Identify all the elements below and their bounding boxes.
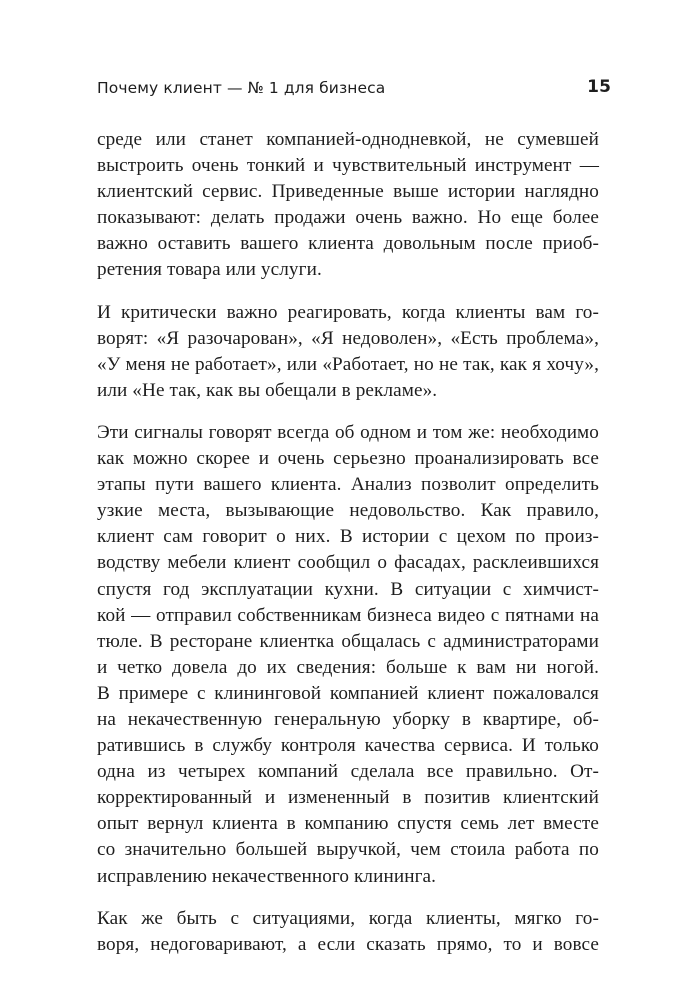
body-text: [97, 127, 599, 974]
text-line: корректированный и измененный в позитив клиентский: [97, 787, 599, 809]
text-line: Эти сигналы говорят всегда об одном и том же: необходимо: [97, 421, 599, 443]
text-line: и четко довела до их сведения: больше к вам ни ногой.: [97, 656, 599, 678]
text-line: выстроить очень тонкий и чувствительный инструмент —: [97, 155, 599, 177]
text-line: И критически важно реагировать, когда клиенты вам го-: [97, 301, 599, 323]
text-line: «У меня не работает», или «Работает, но не так, как я хочу»,: [97, 353, 599, 375]
text-line: исправлению некачественного клининга.: [97, 865, 437, 887]
paragraph-2: [97, 300, 599, 404]
text-line: на некачественную генеральную уборку в квартире, об-: [97, 708, 599, 730]
text-line: ретения товара или услуги.: [97, 259, 322, 281]
text-line: как можно скорее и очень серьезно проанализировать все: [97, 448, 599, 470]
text-line: клиент сам говорит о них. В истории с цехом по произ-: [97, 526, 599, 548]
running-title: Почему клиент — № 1 для бизнеса: [97, 79, 386, 97]
text-line: опыт вернул клиента в компанию спустя семь лет вместе: [97, 813, 599, 835]
text-line: одна из четырех компаний сделала все правильно. От-: [97, 761, 599, 783]
text-line: клиентский сервис. Приведенные выше истории наглядно: [97, 181, 599, 203]
text-line: В примере с клининговой компанией клиент пожаловался: [97, 682, 599, 704]
text-line: ратившись в службу контроля качества сервиса. И только: [97, 735, 599, 757]
text-line: тюле. В ресторане клиентка общалась с администраторами: [97, 630, 599, 652]
page-number: 15: [587, 77, 611, 97]
text-line: или «Не так, как вы обещали в рекламе».: [97, 379, 438, 401]
paragraph-3: [97, 420, 599, 890]
text-line: воря, недоговаривают, а если сказать прямо, то и вовсе: [97, 933, 599, 955]
running-header: [97, 79, 611, 103]
text-line: узкие места, вызывающие недовольство. Как правило,: [97, 500, 599, 522]
text-line: спустя год эксплуатации кухни. В ситуации с химчист-: [97, 578, 599, 600]
paragraph-4: [97, 906, 599, 958]
text-line: кой — отправил собственникам бизнеса видео с пятнами на: [97, 604, 599, 626]
text-line: важно оставить вашего клиента довольным после приоб-: [97, 233, 599, 255]
paragraph-1: [97, 127, 599, 284]
text-line: со значительно большей выручкой, чем стоила работа по: [97, 839, 599, 861]
text-line: водству мебели клиент сообщил о фасадах, расклеившихся: [97, 552, 599, 574]
text-line: среде или станет компанией-однодневкой, не сумевшей: [97, 129, 599, 150]
text-line: ворят: «Я разочарован», «Я недоволен», «Есть проблема»,: [97, 327, 599, 349]
text-line: этапы пути вашего клиента. Анализ позволит определить: [97, 474, 599, 496]
text-line: Как же быть с ситуациями, когда клиенты, мягко го-: [97, 907, 599, 929]
text-line: показывают: делать продажи очень важно. Но еще более: [97, 207, 599, 229]
